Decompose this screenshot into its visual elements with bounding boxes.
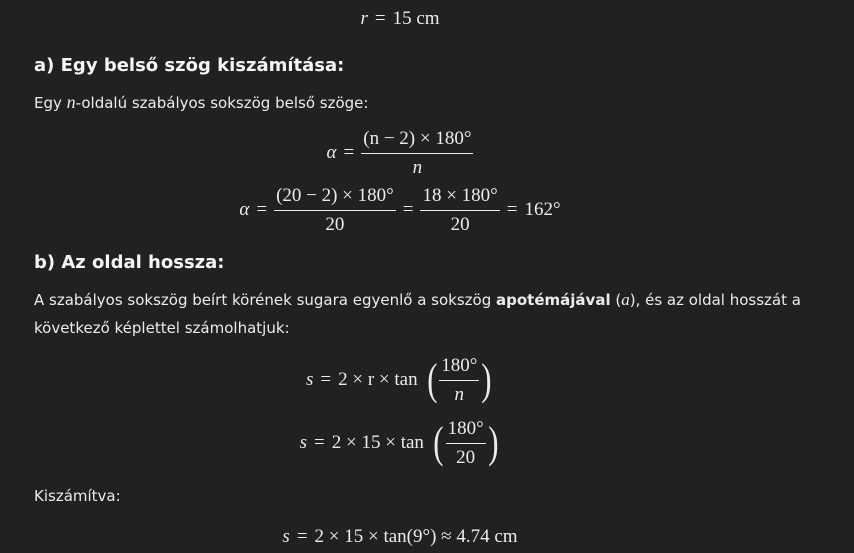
paragraph-line-2: következő képlettel számolhatjuk:: [34, 319, 290, 337]
paragraph-text: A szabályos sokszög beírt körének sugara egyenlő a sokszög: [34, 291, 497, 309]
fraction-numerator: (n − 2) × 180°: [361, 128, 473, 154]
paragraph-text: ), és az oldal hosszát a: [629, 291, 801, 309]
equals-sign: =: [314, 432, 325, 453]
tan-fraction: [446, 418, 486, 469]
final-expression: 2 × 15 × tan(9°) ≈ 4.74 cm: [314, 526, 518, 547]
parenthesized-fraction: [431, 418, 500, 469]
section-b-heading: b) Az oldal hossza:: [34, 252, 225, 273]
section-a-intro: [34, 88, 368, 117]
equals-sign: =: [343, 142, 355, 163]
fraction-numerator: 180°: [439, 355, 479, 381]
fraction-denominator: 20: [325, 213, 345, 235]
paragraph-line-1: [34, 286, 814, 314]
n-variable: n: [66, 92, 76, 112]
equals-sign: =: [296, 526, 308, 547]
fraction-numerator: 18 × 180°: [420, 185, 499, 211]
s-variable: s: [282, 526, 290, 547]
right-paren: ): [487, 418, 499, 467]
equals-sign: =: [374, 8, 386, 29]
given-radius-equation: [0, 6, 800, 32]
paragraph-text: (: [610, 291, 622, 309]
apothem-term: apotémájával: [496, 291, 611, 309]
alpha-symbol: α: [239, 199, 250, 220]
fraction-denominator: n: [454, 383, 465, 405]
fraction-numerator: (20 − 2) × 180°: [274, 185, 396, 211]
expression-text: 2 × r × tan: [338, 369, 418, 390]
angle-formula: [0, 128, 800, 178]
intro-prefix: Egy: [34, 94, 67, 112]
equals-sign: =: [320, 369, 332, 390]
left-paren: (: [433, 418, 444, 467]
calc-fraction-2: [420, 185, 499, 236]
alpha-symbol: α: [326, 142, 337, 163]
a-variable: a: [621, 290, 630, 309]
side-substitution: [0, 416, 800, 470]
fraction-numerator: 180°: [446, 418, 486, 444]
section-a-heading: a) Egy belső szög kiszámítása:: [34, 55, 345, 76]
side-expression: [338, 369, 417, 391]
equals-sign: =: [402, 199, 414, 220]
angle-calculation: [0, 185, 800, 235]
tan-fraction: [439, 355, 479, 406]
final-result-equation: [0, 524, 800, 550]
r-value: 15 cm: [392, 8, 440, 29]
left-paren: (: [426, 355, 438, 404]
s-variable: s: [299, 432, 308, 453]
parenthesized-fraction: [425, 355, 494, 406]
calc-fraction-1: [274, 185, 396, 236]
angle-result: 162°: [524, 199, 561, 220]
intro-suffix: -oldalú szabályos sokszög belső szöge:: [75, 94, 369, 112]
equals-sign: =: [506, 199, 518, 220]
equals-sign: =: [256, 199, 268, 220]
fraction-denominator: 20: [450, 213, 470, 235]
side-expression: [332, 432, 424, 454]
r-variable: r: [360, 8, 368, 29]
s-variable: s: [305, 369, 314, 390]
angle-fraction: [361, 128, 473, 179]
section-b-paragraph: [34, 286, 814, 342]
expression-text: 2 × 15 × tan: [331, 432, 424, 453]
fraction-denominator: 20: [456, 446, 476, 468]
side-formula: [0, 353, 800, 407]
computed-label: Kiszámítva:: [34, 487, 121, 505]
right-paren: ): [481, 355, 492, 404]
fraction-denominator: n: [412, 156, 423, 178]
